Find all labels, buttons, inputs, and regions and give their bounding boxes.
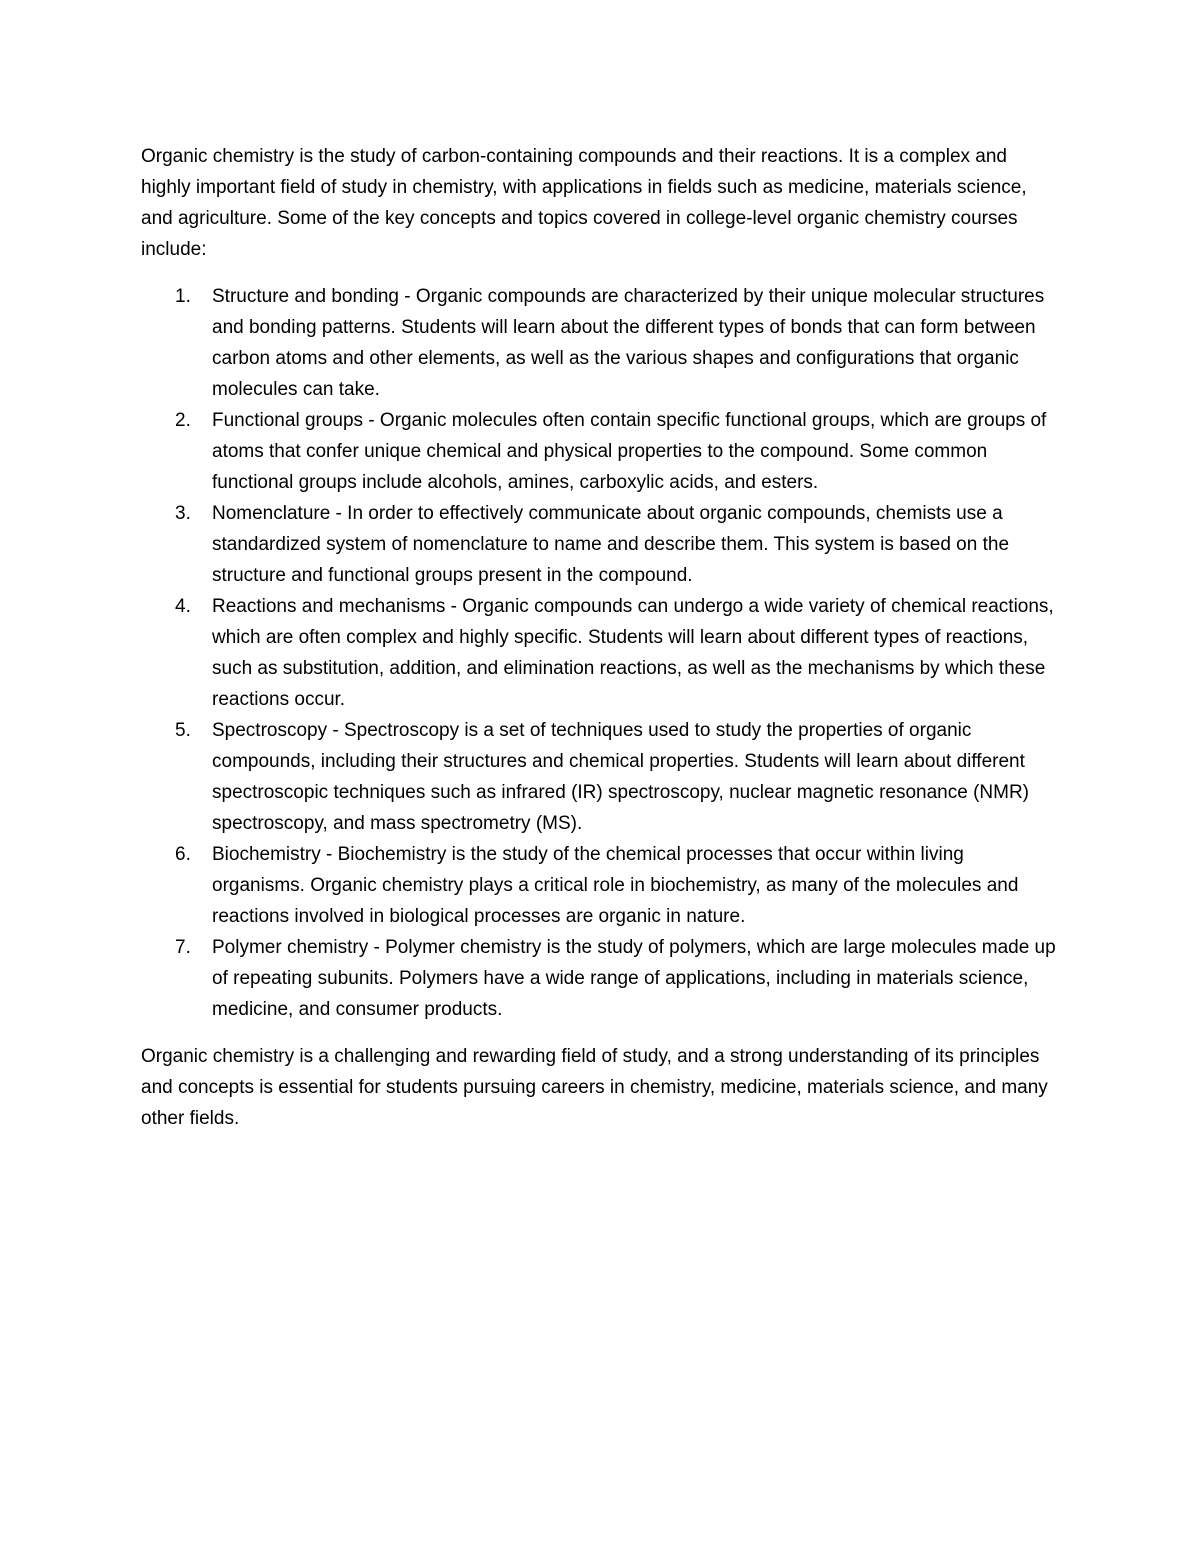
list-item-text: Spectroscopy - Spectroscopy is a set of techniques used to study the properties of organic compounds, including their structures and chemical properties. Students will learn about different spectroscopic techniques such as infrared (IR) spectroscopy, nuclear magnetic resonance (NMR) spectroscopy, and mass spectrometry (MS). xyxy=(212,720,1029,834)
list-item-number: 6. xyxy=(175,844,191,865)
list-item-text: Reactions and mechanisms - Organic compounds can undergo a wide variety of chemical reactions, which are often complex and highly specific. Students will learn about different types of reactions, such as substitution, addition, and elimination reactions, as well as the mechanisms by which these reactions occur. xyxy=(212,596,1054,710)
list-item-text: Polymer chemistry - Polymer chemistry is the study of polymers, which are large molecules made up of repeating subunits. Polymers have a wide range of applications, including in materials science, medicine, and consumer products. xyxy=(212,937,1056,1020)
list-item-number: 4. xyxy=(175,596,191,617)
document-body xyxy=(141,141,1061,1134)
list-item-text: Nomenclature - In order to effectively communicate about organic compounds, chemists use a standardized system of nomenclature to name and describe them. This system is based on the structure and functional groups present in the compound. xyxy=(212,503,1010,586)
list-item-number: 1. xyxy=(175,286,191,307)
list-item-number: 2. xyxy=(175,410,191,431)
list-item-number: 7. xyxy=(175,937,191,958)
list-item xyxy=(141,498,1061,591)
list-item-number: 5. xyxy=(175,720,191,741)
topics-list xyxy=(141,281,1061,1025)
list-item xyxy=(141,839,1061,932)
list-item xyxy=(141,591,1061,715)
list-item xyxy=(141,715,1061,839)
conclusion-paragraph: Organic chemistry is a challenging and rewarding field of study, and a strong understanding of its principles and concepts is essential for students pursuing careers in chemistry, medicine, materials science, and many other fields. xyxy=(141,1046,1048,1129)
list-item-number: 3. xyxy=(175,503,191,524)
intro-paragraph: Organic chemistry is the study of carbon-containing compounds and their reactions. It is a complex and highly important field of study in chemistry, with applications in fields such as medicine, materials science, and agriculture. Some of the key concepts and topics covered in college-level organic chemistry courses include: xyxy=(141,146,1027,260)
list-item-text: Functional groups - Organic molecules often contain specific functional groups, which are groups of atoms that confer unique chemical and physical properties to the compound. Some common functional groups include alcohols, amines, carboxylic acids, and esters. xyxy=(212,410,1047,493)
list-item-text: Biochemistry - Biochemistry is the study of the chemical processes that occur within living organisms. Organic chemistry plays a critical role in biochemistry, as many of the molecules and reactions involved in biological processes are organic in nature. xyxy=(212,844,1019,927)
list-item xyxy=(141,281,1061,405)
list-item xyxy=(141,405,1061,498)
list-item-text: Structure and bonding - Organic compounds are characterized by their unique molecular structures and bonding patterns. Students will learn about the different types of bonds that can form between carbon atoms and other elements, as well as the various shapes and configurations that organic molecules can take. xyxy=(212,286,1045,400)
list-item xyxy=(141,932,1061,1025)
